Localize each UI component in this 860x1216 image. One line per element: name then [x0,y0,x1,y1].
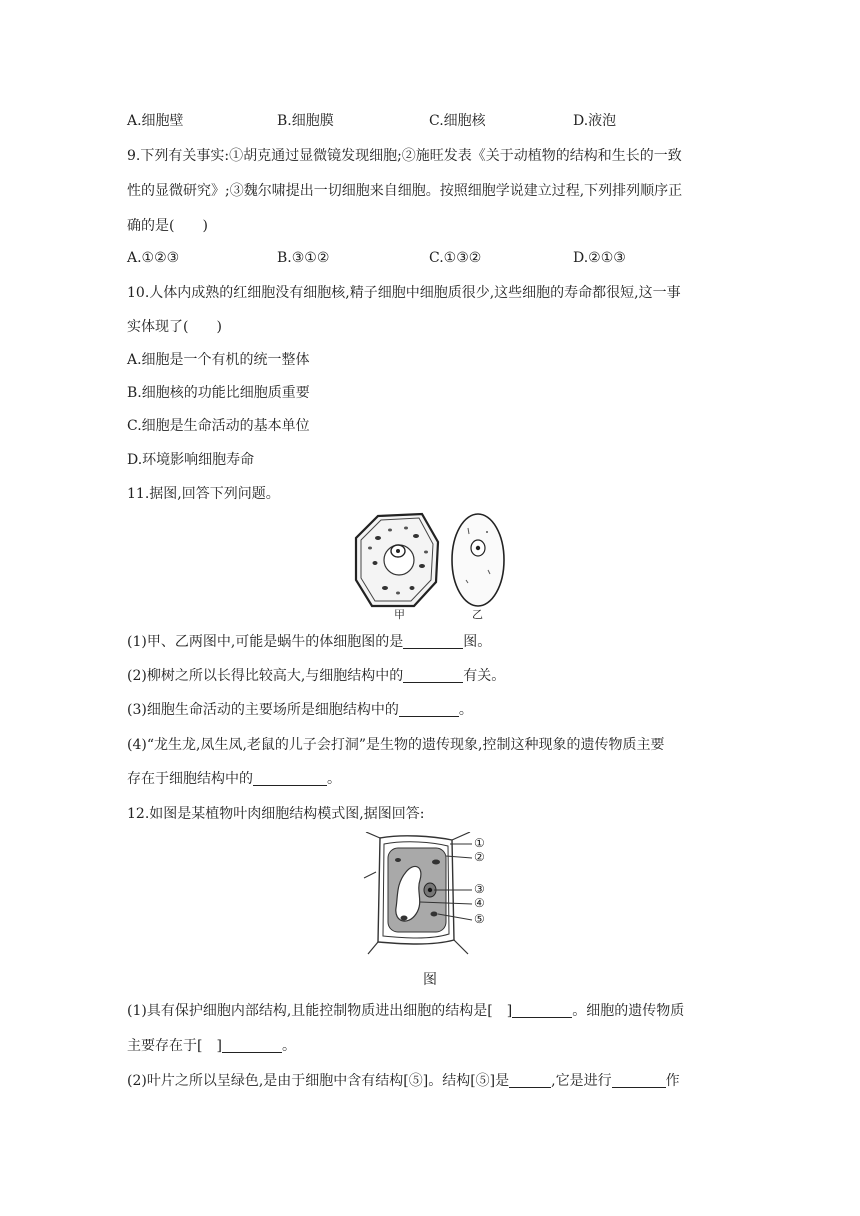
q11-sub4-suffix: 。 [327,771,341,787]
q11-sub2-text: (2)柳树之所以长得比较高大,与细胞结构中的 [127,668,404,684]
q11-cell-figure [350,508,510,623]
q8-option-a: A.细胞壁 [127,113,184,129]
q8-option-b: B.细胞膜 [277,113,334,129]
q8-option-c: C.细胞核 [429,113,486,129]
q11-sub1-suffix: 图。 [463,634,492,650]
q12-sub1-mid: 。细胞的遗传物质 [572,1003,685,1019]
q12-sub2-text: (2)叶片之所以呈绿色,是由于细胞中含有结构[⑤]。结构[⑤]是 [127,1073,510,1089]
q9-option-c: C.①③② [429,250,482,266]
q12-sub1-line-1 [127,1001,684,1021]
q12-sub1-text-2: 主要存在于[ ] [127,1038,222,1054]
q12-sub1-text: (1)具有保护细胞内部结构,且能控制物质进出细胞的结构是[ ] [127,1003,513,1019]
q10-option-a: A.细胞是一个有机的统一整体 [127,352,310,368]
q9-option-a: A.①②③ [127,250,180,266]
q11-sub4-blank[interactable] [253,770,327,786]
plant-cell-drawing [356,514,438,606]
q11-sub1 [127,632,491,652]
q9-stem-line-2: 性的显微研究》;③魏尔啸提出一切细胞来自细胞。按照细胞学说建立过程,下列排列顺序正 [127,183,683,199]
q12-label-4: ④ [474,896,485,910]
q11-sub4-line-1: (4)“龙生龙,凤生凤,老鼠的儿子会打洞”是生物的遗传现象,控制这种现象的遗传物质主要 [127,737,665,753]
q10-stem-line-1: 10.人体内成熟的红细胞没有细胞核,精子细胞中细胞质很少,这些细胞的寿命都很短,这一事 [127,285,681,301]
q11-sub3-text: (3)细胞生命活动的主要场所是细胞结构中的 [127,702,399,718]
q11-sub3-blank[interactable] [399,701,459,717]
q11-figure-label-jia: 甲 [394,608,405,621]
q11-sub2 [127,666,505,686]
q12-stem: 12.如图是某植物叶肉细胞结构模式图,据图回答: [127,806,425,822]
q12-sub1-blank-1[interactable] [512,1002,572,1018]
q12-label-5: ⑤ [474,912,485,926]
q8-options [127,111,727,131]
q12-sub2-blank-1[interactable] [509,1072,551,1088]
q11-sub1-blank[interactable] [403,633,463,649]
q11-sub3 [127,700,473,720]
q11-sub1-text: (1)甲、乙两图中,可能是蜗牛的体细胞图的是 [127,634,404,650]
q9-stem-line-3: 确的是( ) [127,218,208,234]
q10-stem-line-2: 实体现了( ) [127,319,222,335]
q11-sub2-suffix: 有关。 [463,668,506,684]
q12-sub1-suffix: 。 [281,1038,296,1054]
q12-sub2-blank-2[interactable] [612,1072,666,1088]
q11-sub4-line-2 [127,769,341,789]
q10-option-b: B.细胞核的功能比细胞质重要 [127,385,310,401]
q12-label-1: ① [474,836,485,850]
q12-sub2-suffix: 作 [665,1073,680,1089]
q9-options [127,248,727,268]
q12-sub2-mid: ,它是进行 [551,1073,612,1089]
q11-sub3-suffix: 。 [458,702,473,718]
q11-stem: 11.据图,回答下列问题。 [127,486,280,502]
q9-stem-line-1: 9.下列有关事实:①胡克通过显微镜发现细胞;②施旺发表《关于动植物的结构和生长的一致 [127,148,682,164]
q8-option-d: D.液泡 [573,113,617,129]
q12-sub1-line-2 [127,1036,296,1056]
q12-sub1-blank-2[interactable] [222,1037,282,1053]
q12-sub2-line-1 [127,1071,680,1091]
q9-option-d: D.②①③ [573,250,626,266]
q12-figure-caption: 图 [423,972,437,988]
q11-sub4-text: 存在于细胞结构中的 [127,771,253,787]
q10-option-d: D.环境影响细胞寿命 [127,452,255,468]
animal-cell-drawing [452,514,504,606]
q12-label-3: ③ [474,882,485,896]
q10-option-c: C.细胞是生命活动的基本单位 [127,418,310,434]
q11-sub2-blank[interactable] [403,667,463,683]
q12-label-2: ② [474,850,485,864]
q9-option-b: B.③①② [277,250,330,266]
q11-figure-label-yi: 乙 [472,608,483,621]
